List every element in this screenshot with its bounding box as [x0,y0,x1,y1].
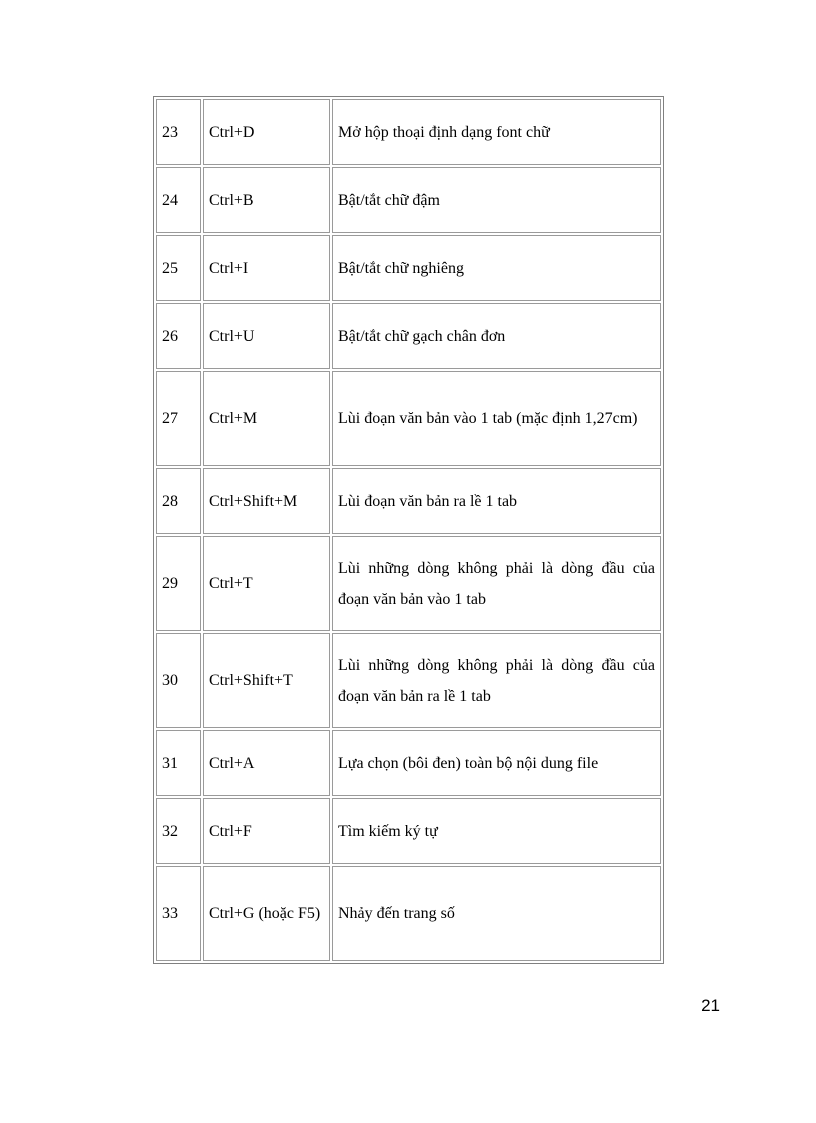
shortcut-table [153,96,664,964]
shortcut-keys: Ctrl+U [203,303,330,369]
shortcut-keys: Ctrl+B [203,167,330,233]
table-row [156,303,661,369]
table-row [156,798,661,864]
shortcut-description: Lùi những dòng không phải là dòng đầu của đoạn văn bản vào 1 tab [332,536,661,631]
row-number: 24 [156,167,201,233]
row-number: 32 [156,798,201,864]
shortcut-description: Lùi đoạn văn bản vào 1 tab (mặc định 1,27cm) [332,371,661,466]
shortcut-keys: Ctrl+Shift+T [203,633,330,728]
table-row [156,99,661,165]
page-number: 21 [701,996,720,1015]
shortcut-description: Bật/tắt chữ đậm [332,167,661,233]
shortcut-keys: Ctrl+M [203,371,330,466]
table-row [156,468,661,534]
table-row [156,633,661,728]
row-number: 33 [156,866,201,961]
shortcut-table-body [156,99,661,961]
shortcut-description: Nhảy đến trang số [332,866,661,961]
shortcut-keys: Ctrl+F [203,798,330,864]
row-number: 25 [156,235,201,301]
shortcut-keys: Ctrl+T [203,536,330,631]
table-row [156,235,661,301]
shortcut-description: Lùi đoạn văn bản ra lề 1 tab [332,468,661,534]
table-row [156,536,661,631]
row-number: 27 [156,371,201,466]
row-number: 30 [156,633,201,728]
table-row [156,866,661,961]
shortcut-description: Mở hộp thoại định dạng font chữ [332,99,661,165]
row-number: 29 [156,536,201,631]
row-number: 26 [156,303,201,369]
shortcut-description: Bật/tắt chữ gạch chân đơn [332,303,661,369]
shortcut-description: Lựa chọn (bôi đen) toàn bộ nội dung file [332,730,661,796]
shortcut-description: Lùi những dòng không phải là dòng đầu của đoạn văn bản ra lề 1 tab [332,633,661,728]
shortcut-keys: Ctrl+Shift+M [203,468,330,534]
shortcut-keys: Ctrl+A [203,730,330,796]
shortcut-keys: Ctrl+G (hoặc F5) [203,866,330,961]
shortcut-description: Bật/tắt chữ nghiêng [332,235,661,301]
row-number: 28 [156,468,201,534]
table-row [156,167,661,233]
row-number: 31 [156,730,201,796]
shortcut-keys: Ctrl+D [203,99,330,165]
table-row [156,730,661,796]
table-row [156,371,661,466]
row-number: 23 [156,99,201,165]
shortcut-keys: Ctrl+I [203,235,330,301]
shortcut-description: Tìm kiếm ký tự [332,798,661,864]
